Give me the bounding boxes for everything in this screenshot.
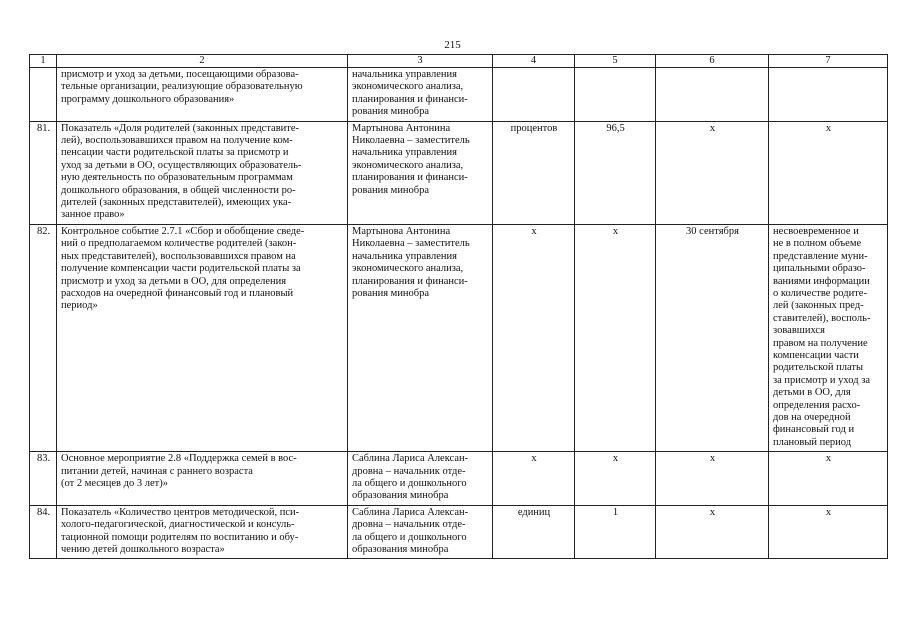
column-header: 4	[493, 55, 575, 68]
value-cell	[575, 68, 656, 122]
table-row	[30, 505, 888, 559]
text-line: компенсации части	[773, 349, 859, 361]
text-line: не в полном объеме	[773, 238, 862, 250]
text-line: определения расхо-	[773, 399, 861, 411]
text-line: Контрольное событие 2.7.1 «Сбор и обобщение сведе-	[61, 225, 305, 237]
text-line: х	[825, 122, 832, 134]
text-line: лей), воспользовавшихся правом на получение ком-	[61, 135, 293, 147]
text-line: правом на получение	[773, 337, 868, 349]
risk-cell	[769, 121, 888, 224]
text-line: Мартынова Антонина	[352, 122, 451, 134]
unit-cell: единиц	[493, 505, 575, 559]
text-line: присмотр и уход за детьми, посещающими образова-	[61, 69, 299, 80]
unit-cell: х	[493, 452, 575, 506]
text-line: экономического анализа,	[352, 159, 464, 171]
description-cell	[57, 68, 348, 122]
row-number-cell	[30, 68, 57, 122]
text-line: лей (законных пред-	[773, 300, 864, 312]
risk-cell	[769, 224, 888, 451]
text-line: плановый период	[773, 436, 852, 448]
risk-cell	[769, 68, 888, 122]
table-row	[30, 452, 888, 506]
unit-cell	[493, 68, 575, 122]
text-line: дошкольного образования, в общей численности ро-	[61, 184, 296, 196]
table-row	[30, 224, 888, 451]
text-line: ципальными образо-	[773, 263, 866, 275]
column-header: 6	[656, 55, 769, 68]
value-cell: 96,5	[575, 121, 656, 224]
text-line: планирования и финанси-	[352, 172, 468, 184]
text-line: Показатель «Количество центров методической, пси-	[61, 506, 300, 518]
value-cell: 1	[575, 505, 656, 559]
column-header: 3	[348, 55, 493, 68]
column-header: 7	[769, 55, 888, 68]
text-line: ставителей), восполь-	[773, 312, 871, 324]
text-line: дителей (законных представителей), имеющих ука-	[61, 197, 292, 209]
row-number-cell: 83.	[30, 452, 57, 506]
text-line: х	[825, 453, 832, 465]
deadline-cell: х	[656, 121, 769, 224]
text-line: Основное мероприятие 2.8 «Поддержка семей в вос-	[61, 453, 297, 465]
text-line: Саблина Лариса Алексан-	[352, 506, 469, 518]
deadline-cell: х	[656, 505, 769, 559]
text-line: занное право»	[61, 209, 125, 221]
text-line: Саблина Лариса Алексан-	[352, 453, 469, 465]
text-line: (от 2 месяцев до 3 лет)»	[61, 478, 168, 489]
text-line: дов на очередной	[773, 411, 851, 423]
table-body	[30, 55, 888, 559]
text-line: планирования и финанси-	[352, 275, 468, 287]
page-number: 215	[444, 39, 461, 51]
table-row	[30, 121, 888, 224]
text-line: х	[825, 506, 832, 518]
value-cell: х	[575, 224, 656, 451]
text-line: образования минобра	[352, 544, 449, 556]
text-line: планирования и финанси-	[352, 93, 468, 105]
unit-cell: процентов	[493, 121, 575, 224]
row-number-cell: 81.	[30, 121, 57, 224]
text-line: холого-педагогической, диагностической и консуль-	[61, 519, 295, 531]
text-line: пенсации части родительской платы за присмотр и	[61, 147, 289, 159]
text-line: зовавшихся	[773, 325, 825, 337]
text-line: Николаевна – заместитель	[352, 238, 470, 250]
text-line: ний о предполагаемом количестве родителей (закон-	[61, 238, 297, 250]
responsible-cell	[348, 68, 493, 122]
description-cell	[57, 121, 348, 224]
program-table	[29, 54, 888, 559]
text-line: о количестве родите-	[773, 287, 867, 299]
description-cell	[57, 224, 348, 451]
text-line: детьми в ОО, для	[773, 387, 851, 399]
text-line: дровна – начальник отде-	[352, 519, 466, 531]
text-line: ную деятельность по образовательным программам	[61, 172, 293, 184]
text-line: период»	[61, 300, 98, 312]
column-header: 5	[575, 55, 656, 68]
text-line: Мартынова Антонина	[352, 225, 451, 237]
description-cell	[57, 505, 348, 559]
text-line: начальника управления	[352, 250, 457, 262]
description-cell	[57, 452, 348, 506]
text-line: несвоевременное и	[773, 225, 859, 237]
text-line: ла общего и дошкольного	[352, 478, 467, 489]
text-line: образования минобра	[352, 490, 449, 502]
text-line: расходов на очередной финансовый год и плановый	[61, 287, 294, 299]
text-line: финансовый год и	[773, 424, 855, 436]
text-line: ла общего и дошкольного	[352, 531, 467, 543]
table-row	[30, 68, 888, 122]
unit-cell: х	[493, 224, 575, 451]
deadline-cell: 30 сентября	[656, 224, 769, 451]
deadline-cell	[656, 68, 769, 122]
text-line: рования минобра	[352, 184, 430, 196]
row-number-cell: 84.	[30, 505, 57, 559]
header-row	[30, 55, 888, 68]
column-header: 1	[30, 55, 57, 68]
text-line: рования минобра	[352, 287, 430, 299]
responsible-cell	[348, 121, 493, 224]
risk-cell	[769, 452, 888, 506]
text-line: чению детей дошкольного возраста»	[61, 544, 225, 556]
value-cell: х	[575, 452, 656, 506]
text-line: питании детей, начиная с раннего возраста	[61, 465, 253, 477]
column-header: 2	[57, 55, 348, 68]
responsible-cell	[348, 224, 493, 451]
text-line: за присмотр и уход за	[773, 374, 870, 386]
text-line: Николаевна – заместитель	[352, 135, 470, 147]
text-line: получение компенсации части родительской платы за	[61, 263, 301, 275]
text-line: начальника управления	[352, 69, 457, 80]
text-line: ваниями информации	[773, 275, 870, 287]
text-line: ных представителей), воспользовавшихся правом на	[61, 250, 296, 262]
text-line: Показатель «Доля родителей (законных представите-	[61, 122, 300, 134]
text-line: родительской платы	[773, 362, 864, 374]
text-line: программу дошкольного образования»	[61, 93, 235, 105]
text-line: присмотр и уход за детьми в ОО, для определения	[61, 275, 287, 287]
responsible-cell	[348, 452, 493, 506]
text-line: представление муни-	[773, 250, 868, 262]
text-line: рования минобра	[352, 106, 430, 118]
text-line: экономического анализа,	[352, 263, 464, 275]
text-line: тационной помощи родителям по воспитанию и обу-	[61, 531, 299, 543]
text-line: дровна – начальник отде-	[352, 465, 466, 477]
text-line: начальника управления	[352, 147, 457, 159]
row-number-cell: 82.	[30, 224, 57, 451]
responsible-cell	[348, 505, 493, 559]
text-line: уход за детьми в ОО, осуществляющих образователь-	[61, 159, 302, 171]
text-line: экономического анализа,	[352, 81, 464, 93]
text-line: тельные организации, реализующие образовательную	[61, 81, 303, 93]
risk-cell	[769, 505, 888, 559]
deadline-cell: х	[656, 452, 769, 506]
